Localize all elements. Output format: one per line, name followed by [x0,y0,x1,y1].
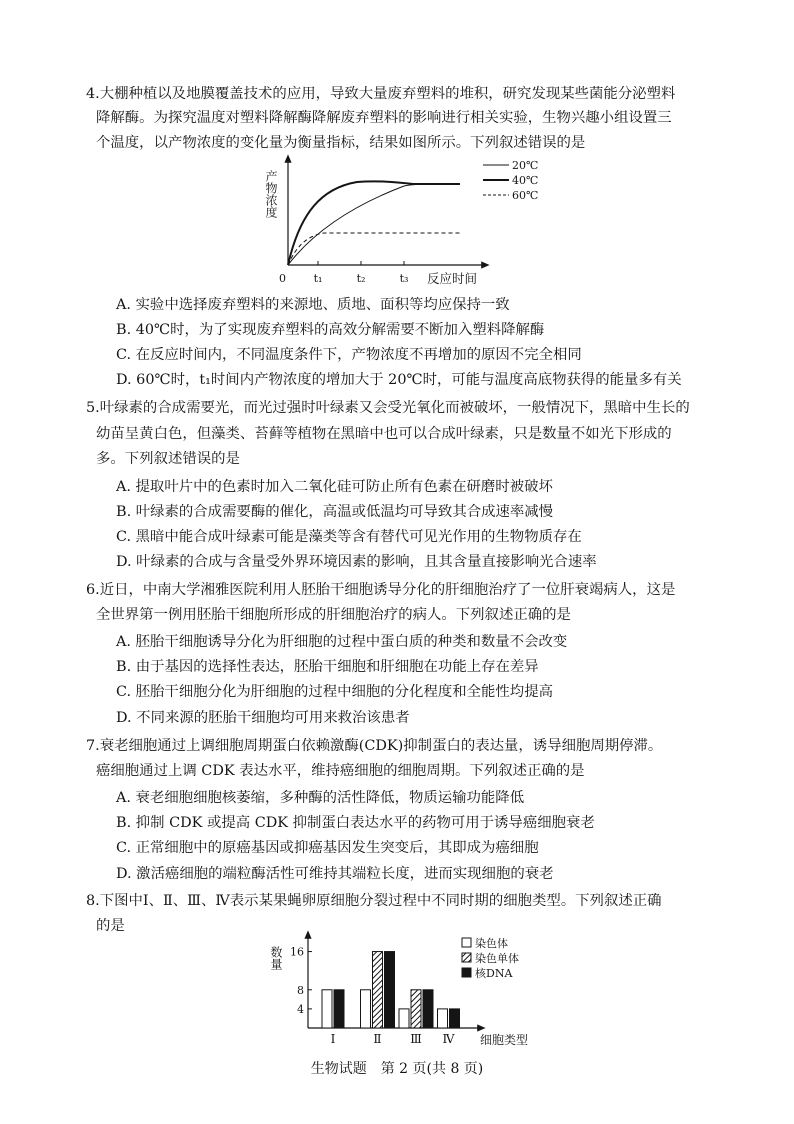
bar-染色体 [399,1009,409,1028]
q4-option-c: C. 在反应时间内，不同温度条件下，产物浓度不再增加的原因不完全相同 [116,347,582,363]
bar-xlabel: 细胞类型 [480,1033,529,1045]
q4-curve-20c [288,184,460,265]
q4-legend-20c: 20℃ [512,159,539,172]
bar-category-label: Ⅲ [410,1032,422,1045]
q4-tick-t3: t₃ [399,272,409,285]
q8-bar-chart [262,930,552,1045]
q4-ylabel: 产物浓度 [264,170,278,218]
bar-y-tick-label: 8 [297,983,304,997]
bar-legend-label: 染色体 [475,937,508,950]
q7-option-c: C. 正常细胞中的原癌基因或抑癌基因发生突变后，其即成为癌细胞 [116,840,539,856]
q4-origin-label: 0 [279,272,286,285]
bar-legend-label: 核DNA [475,967,513,980]
q6-option-d: D. 不同来源的胚胎干细胞均可用来救治该患者 [116,710,410,726]
q6-option-b: B. 由于基因的选择性表达，胚胎干细胞和肝细胞在功能上存在差异 [116,659,539,675]
bar-染色体 [361,990,371,1028]
bar-legend-swatch [462,953,471,962]
bar-染色单体 [411,990,421,1028]
q4-line-1: 4.大棚种植以及地膜覆盖技术的应用，导致大量废弃塑料的堆积，研究发现某些菌能分泌塑料 [86,86,676,102]
bar-category-label: Ⅰ [330,1032,336,1045]
bar-legend-swatch [462,938,471,947]
q4-legend-60c: 60℃ [512,189,539,202]
q6-option-c: C. 胚胎干细胞分化为肝细胞的过程中细胞的分化程度和全能性均提高 [116,684,553,700]
q4-option-a: A. 实验中选择废弃塑料的来源地、质地、面积等均应保持一致 [116,297,510,313]
bar-核DNA [385,952,395,1028]
bar-legend-label: 染色单体 [475,952,519,965]
q5-option-b: B. 叶绿素的合成需要酶的催化，高温或低温均可导致其合成速率减慢 [116,504,554,520]
bar-y-tick-label: 4 [297,1002,304,1016]
bar-category-label: Ⅱ [373,1032,382,1045]
bar-染色单体 [373,952,383,1028]
q4-line-3: 个温度，以产物浓度的变化量为衡量指标，结果如图所示。下列叙述错误的是 [96,135,586,151]
q5-line-3: 多。下列叙述错误的是 [96,451,240,467]
bar-核DNA [450,1009,460,1028]
q8-line-2: 的是 [96,918,125,934]
q6-line-1: 6.近日，中南大学湘雅医院利用人胚胎干细胞诱导分化的肝细胞治疗了一位肝衰竭病人，这是 [86,582,676,598]
q4-curve-figure [262,152,552,292]
bar-染色体 [438,1009,448,1028]
q4-option-b: B. 40℃时，为了实现废弃塑料的高效分解需要不断加入塑料降解酶 [116,322,545,338]
bar-y-tick-label: 16 [290,945,304,959]
q4-curve-40c [288,181,460,265]
q5-option-d: D. 叶绿素的合成与含量受外界环境因素的影响，且其含量直接影响光合速率 [116,554,597,570]
bar-ylabel: 数量 [269,946,283,970]
q6-option-a: A. 胚胎干细胞诱导分化为肝细胞的过程中蛋白质的种类和数量不会改变 [116,634,568,650]
q5-line-2: 幼苗呈黄白色，但藻类、苔藓等植物在黑暗中也可以合成叶绿素，只是数量不如光下形成的 [96,426,672,442]
q5-line-1: 5.叶绿素的合成需要光，而光过强时叶绿素又会受光氧化而被破坏，一般情况下，黑暗中生长的 [86,400,690,416]
q4-xlabel: 反应时间 [427,271,478,286]
q7-option-d: D. 激活癌细胞的端粒酶活性可维持其端粒长度，进而实现细胞的衰老 [116,866,554,882]
bar-核DNA [423,990,433,1028]
q5-option-a: A. 提取叶片中的色素时加入二氧化硅可防止所有色素在研磨时被破坏 [116,479,553,495]
q4-tick-t1: t₁ [313,272,323,285]
q7-option-b: B. 抑制 CDK 或提高 CDK 抑制蛋白表达水平的药物可用于诱导癌细胞衰老 [116,815,595,831]
bar-category-label: Ⅳ [442,1032,455,1045]
q6-line-2: 全世界第一例用胚胎干细胞所形成的肝细胞治疗的病人。下列叙述正确的是 [96,607,571,623]
q7-line-1: 7.衰老细胞通过上调细胞周期蛋白依赖激酶(CDK)抑制蛋白的表达量，诱导细胞周期停滞。 [86,738,663,754]
q7-option-a: A. 衰老细胞细胞核萎缩，多种酶的活性降低，物质运输功能降低 [116,790,525,806]
bar-染色体 [322,990,332,1028]
q7-line-2: 癌细胞通过上调 CDK 表达水平，维持癌细胞的细胞周期。下列叙述正确的是 [96,763,585,779]
page-footer: 生物试题 第 2 页(共 8 页) [310,1061,484,1077]
q8-line-1: 8.下图中Ⅰ、Ⅱ、Ⅲ、Ⅳ表示某果蝇卵原细胞分裂过程中不同时期的细胞类型。下列叙述正确 [86,893,662,909]
bar-核DNA [334,990,344,1028]
q4-legend-40c: 40℃ [512,174,539,187]
bar-legend-swatch [462,968,471,977]
q4-line-2: 降解酶。为探究温度对塑料降解酶降解废弃塑料的影响进行相关实验，生物兴趣小组设置三 [96,110,672,126]
q4-option-d: D. 60℃时，t₁时间内产物浓度的增加大于 20℃时，可能与温度高底物获得的能量多有关 [116,372,682,388]
q4-tick-t2: t₂ [356,272,366,285]
q5-option-c: C. 黑暗中能合成叶绿素可能是藻类等含有替代可见光作用的生物物质存在 [116,529,582,545]
